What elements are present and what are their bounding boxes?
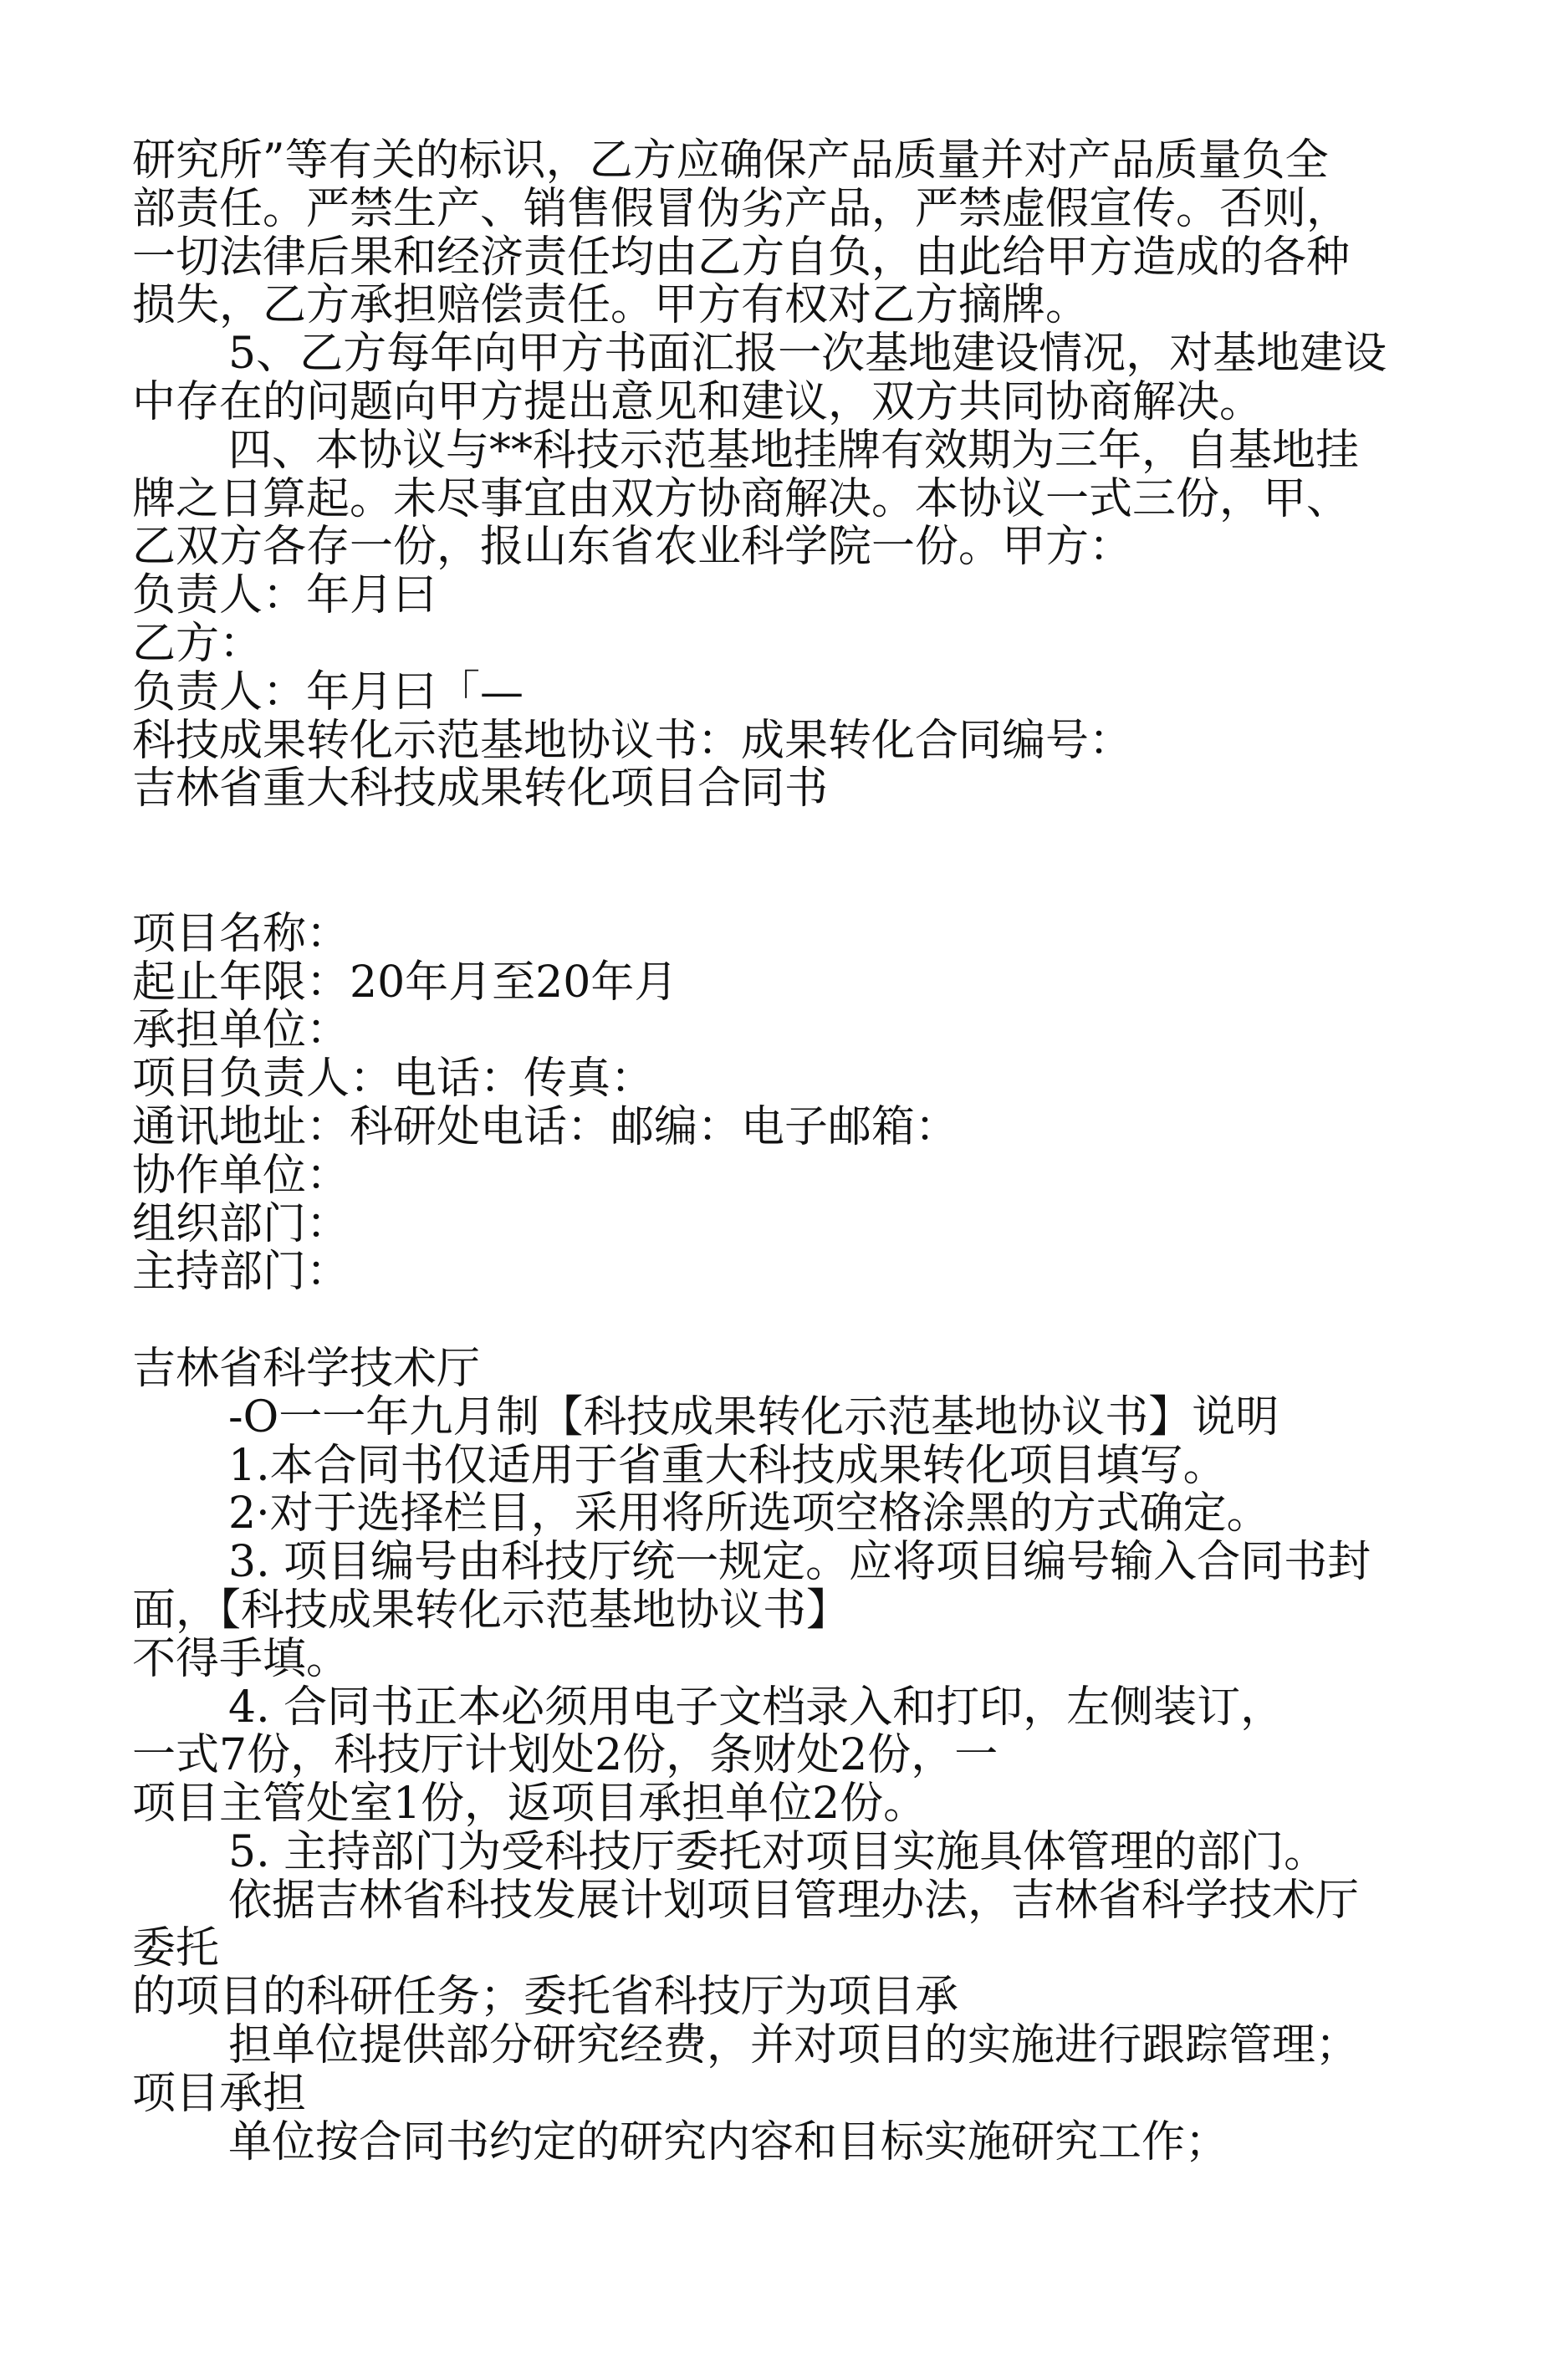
paragraph-line: 5、乙方每年向甲方书面汇报一次基地建设情况，对基地建设 <box>228 329 1387 380</box>
signature-line: 负责人：年月曰「— <box>132 666 524 717</box>
paragraph-line: 部责任。严禁生产、销售假冒伪劣产品，严禁虚假宣传。否则， <box>132 183 1351 234</box>
form-field-period: 起止年限：20年月至20年月 <box>132 957 678 1008</box>
form-field-undertaker: 承担单位： <box>132 1005 350 1056</box>
form-field-organizer: 组织部门： <box>132 1198 350 1249</box>
paragraph-line: 3. 项目编号由科技厅统一规定。应将项目编号输入合同书封 <box>228 1537 1371 1588</box>
paragraph-line: 损失，乙方承担赔偿责任。甲方有权对乙方摘牌。 <box>132 280 1090 331</box>
paragraph-line: 1.本合同书仅适用于省重大科技成果转化项目填写。 <box>228 1440 1227 1491</box>
paragraph-line: 项目主管处室1份，返项目承担单位2份。 <box>132 1779 927 1830</box>
party-line: 乙方： <box>132 618 263 669</box>
paragraph-line: 中存在的问题向甲方提出意见和建议，双方共同协商解决。 <box>132 376 1264 427</box>
paragraph-line: -O一一年九月制【科技成果转化示范基地协议书】说明 <box>228 1391 1279 1442</box>
form-field-host-dept: 主持部门： <box>132 1247 350 1298</box>
paragraph-line: 2·对于选择栏目，采用将所选项空格涂黑的方式确定。 <box>228 1488 1270 1539</box>
paragraph-line: 单位按合同书约定的研究内容和目标实施研究工作； <box>228 2116 1229 2167</box>
paragraph-line: 依据吉林省科技发展计划项目管理办法，吉林省科学技术厅 <box>228 1875 1360 1926</box>
paragraph-line: 项目承担 <box>132 2068 307 2119</box>
issuer-line: 吉林省科学技术厅 <box>132 1343 481 1394</box>
paragraph-line: 四、本协议与**科技示范基地挂牌有效期为三年，自基地挂 <box>228 425 1360 476</box>
paragraph-line: 一式7份，科技厅计划处2份，条财处2份，一 <box>132 1730 999 1781</box>
paragraph-line: 担单位提供部分研究经费，并对项目的实施进行跟踪管理； <box>228 2020 1360 2071</box>
form-field-collaborator: 协作单位： <box>132 1150 350 1201</box>
paragraph-line: 研究所”等有关的标识，乙方应确保产品质量并对产品质量负全 <box>132 135 1329 186</box>
document-body <box>132 137 1453 2167</box>
paragraph-line: 的项目的科研任务；委托省科技厅为项目承 <box>132 1972 959 2023</box>
form-field-project-name: 项目名称： <box>132 908 350 959</box>
heading-line: 科技成果转化示范基地协议书：成果转化合同编号： <box>132 715 1133 766</box>
paragraph-line: 一切法律后果和经济责任均由乙方自负，由此给甲方造成的各种 <box>132 232 1351 283</box>
spacer <box>132 814 1453 911</box>
form-field-address: 通讯地址：科研处电话：邮编：电子邮箱： <box>132 1101 959 1152</box>
paragraph-line: 面，【科技成果转化示范基地协议书】 <box>132 1585 850 1636</box>
paragraph-line: 牌之日算起。未尽事宜由双方协商解决。本协议一式三份，甲、 <box>132 473 1351 524</box>
paragraph-line: 乙双方各存一份，报山东省农业科学院一份。甲方： <box>132 522 1133 573</box>
paragraph-line: 5. 主持部门为受科技厅委托对项目实施具体管理的部门。 <box>228 1826 1328 1877</box>
signature-line: 负责人：年月曰 <box>132 570 437 621</box>
form-field-project-lead: 项目负责人：电话：传真： <box>132 1054 655 1105</box>
paragraph-line: 4. 合同书正本必须用电子文档录入和打印，左侧装订， <box>228 1682 1285 1733</box>
spacer <box>132 1297 1453 1345</box>
paragraph-line: 不得手填。 <box>132 1633 350 1684</box>
document-title: 吉林省重大科技成果转化项目合同书 <box>132 763 829 814</box>
paragraph-line: 委托 <box>132 1923 220 1974</box>
